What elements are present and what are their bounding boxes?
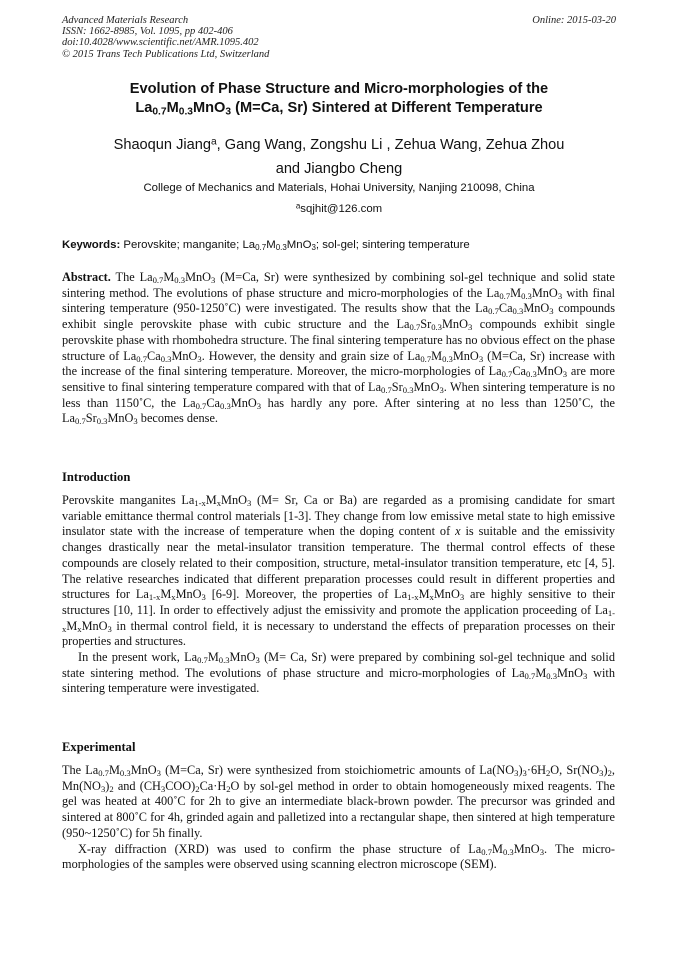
- abstract-text: The $La_{0.7}M_{0.3}MnO_3$ (M=Ca, Sr) were synthesized by combining sol-gel technique and solid state sintering method. The evolutions of phase structure and micro-morphologies of the $La_{0.7}M_{0.3}MnO_3$ with final sintering temperature (950-1250˚C) were investigated. The results show that the $La_{0.7}Ca_{0.3}MnO_3$ compounds exhibit single perovskite phase with cubic structure and the $La_{0.7}Sr_{0.3}MnO_3$ compounds exhibit single perovskite phase with rhombohedra structure. The final sintering temperature has no obvious effect on the phase structure of $La_{0.7}Ca_{0.3}MnO_3$. However, the density and grain size of $La_{0.7}M_{0.3}MnO_3$ (M=Ca, Sr) increase with the increase of the final sintering temperature. Moreover, the micro-morphologies of $La_{0.7}Ca_{0.3}MnO_3$ are more sensitive to final sintering temperature compared with that of $La_{0.7}Sr_{0.3}MnO_3$. When sintering temperature is no less than 1150˚C, the $La_{0.7}Ca_{0.3}MnO_3$ has hardly any pore. After sintering at no less than 1250˚C, the $La_{0.7}Sr_{0.3}MnO_3$ becomes dense.: [62, 270, 615, 427]
- authors-line-1: Shaoqun Jiang$^a$, Gang Wang, Zongshu Li , Zehua Wang, Zehua Zhou: [113, 136, 565, 153]
- author-list: [40, 133, 638, 181]
- introduction-body: [62, 493, 615, 697]
- abstract-label: Abstract.: [62, 270, 111, 284]
- introduction-paragraph-1: Perovskite manganites $La_{1-x}M_xMnO_3$ (M= Sr, Ca or Ba) are regarded as a promising candidate for smart variable emittance thermal control materials [1-3]. They change from low emissive metal state to high emissive insulator state with the increase of temperature when the doping content of x is suitable and the emissivity changes drastically near the metal-insulator transition temperature. The thermal control effects of these compounds are closely related to their composition, structure, metal-insulator transition temperature, etc [4, 5]. The relative researches indicated that different preparation processes could result in different properties and structures for $La_{1-x}M_xMnO_3$ [6-9]. Moreover, the properties of $La_{1-x}M_xMnO_3$ are highly sensitive to their structures [10, 11]. In order to effectively adjust the emissivity and promote the application proceeding of $La_{1-x}M_xMnO_3$ in thermal control field, it is necessary to understand the effects of preparation processes on their properties and structures.: [62, 493, 615, 649]
- experimental-paragraph-2: X-ray diffraction (XRD) was used to confirm the phase structure of $La_{0.7}M_{0.3}MnO_3$. The micro-morphologies of the samples were observed using scanning electron microscope (SEM).: [62, 841, 615, 872]
- title-formula: $La_{0.7}M_{0.3}MnO_3$: [135, 100, 232, 118]
- authors-line-2: and Jiangbo Cheng: [275, 161, 403, 177]
- experimental-body: [62, 763, 615, 873]
- experimental-heading: Experimental: [62, 740, 136, 754]
- author-email: $^a$sqjhit@126.com: [295, 201, 383, 215]
- journal-header: [62, 15, 269, 60]
- introduction-paragraph-2: In the present work, $La_{0.7}M_{0.3}MnO_3$ (M= Ca, Sr) were prepared by combining sol-gel technique and solid state sintering method. The evolutions of phase structure and micro-morphologies of $La_{0.7}M_{0.3}MnO_3$ with sintering temperature were investigated.: [62, 650, 615, 696]
- abstract: [62, 270, 615, 427]
- title-line-1: Evolution of Phase Structure and Micro-morphologies of the: [129, 81, 549, 97]
- title-line-2: $La_{0.7}M_{0.3}MnO_3$ (M=Ca, Sr) Sintered at Different Temperature: [135, 100, 543, 118]
- issn-line: ISSN: 1662-8985, Vol. 1095, pp 402-406: [62, 26, 233, 38]
- keywords: Keywords: Perovskite; manganite; $La_{0.7}M_{0.3}MnO_3$; sol-gel; sintering temperature: [62, 239, 470, 252]
- affiliation: College of Mechanics and Materials, Hohai University, Nanjing 210098, China: [143, 182, 535, 194]
- introduction-heading: Introduction: [62, 470, 131, 484]
- doi-line: doi:10.4028/www.scientific.net/AMR.1095.402: [62, 37, 259, 49]
- copyright-line: © 2015 Trans Tech Publications Ltd, Switzerland: [62, 48, 270, 60]
- journal-name: Advanced Materials Research: [62, 15, 189, 26]
- keywords-label: Keywords:: [62, 239, 121, 251]
- keywords-formula: $La_{0.7}M_{0.3}MnO_3$: [242, 239, 316, 252]
- online-date: Online: 2015-03-20: [532, 15, 616, 26]
- experimental-paragraph-1: The $La_{0.7}M_{0.3}MnO_3$ (M=Ca, Sr) were synthesized from stoichiometric amounts of $La(NO_3)_3\cdot 6H_2O$, $Sr(NO_3)_2$, $Mn(NO_3)_2$ and $(CH_3COO)_2Ca\cdot H_2O$ by sol-gel method in order to obtain homogeneously mixed reagents. The gel was heated at 400˚C for 2h to give an intermediate black-brown powder. The precursor was grinded and sintered at 800˚C for 4h, grinded again and palletized into a rectangular shape, then sintered at high temperature (950~1250˚C) for 5h finally.: [62, 763, 615, 840]
- paper-title: [40, 80, 638, 118]
